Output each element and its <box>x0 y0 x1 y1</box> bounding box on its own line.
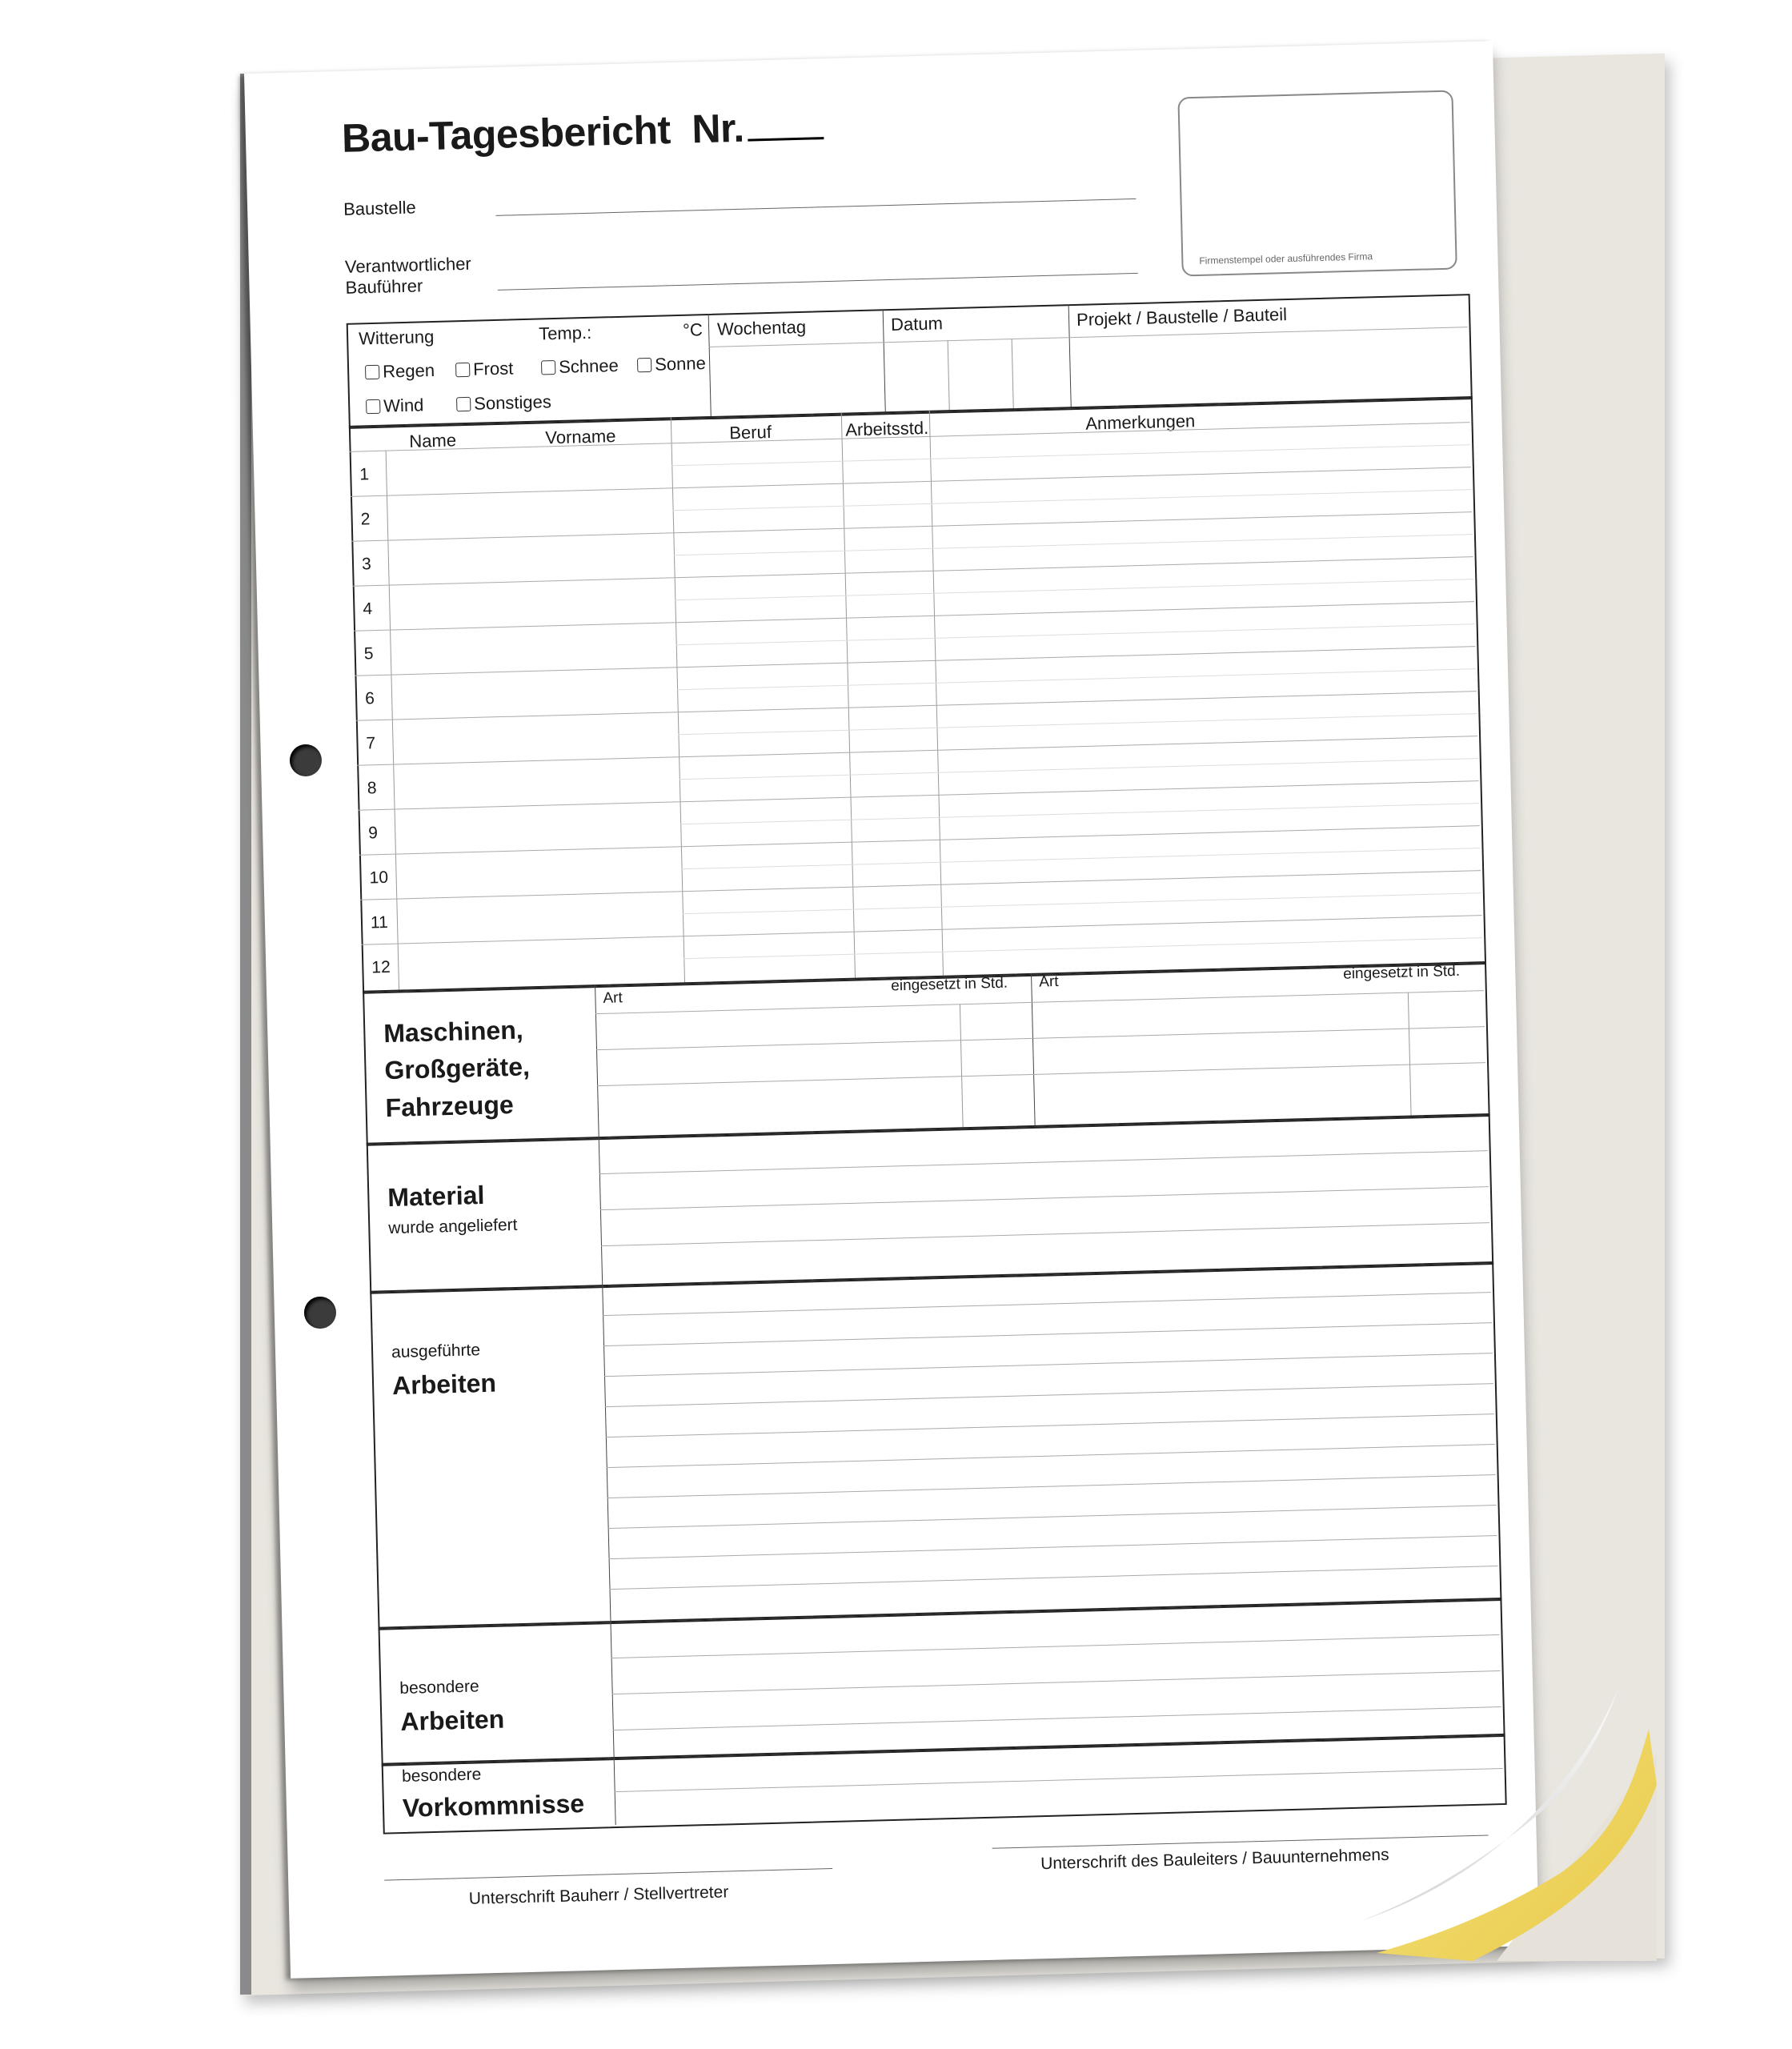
row-number: 7 <box>366 734 376 753</box>
form-sheet <box>244 41 1539 1979</box>
material-sub: wurde angeliefert <box>388 1215 518 1238</box>
checkbox-frost[interactable] <box>455 358 514 380</box>
checkbox-sonstiges[interactable] <box>456 391 551 415</box>
checkbox-regen[interactable] <box>365 360 435 383</box>
maschinen-label <box>383 1011 531 1126</box>
datum-label: Datum <box>890 313 944 335</box>
col-anmerkungen: Anmerkungen <box>1084 411 1196 434</box>
row-number: 9 <box>367 824 379 843</box>
checkbox-label: Frost <box>472 358 514 379</box>
row-number: 2 <box>360 510 371 529</box>
signature-line-right[interactable] <box>992 1835 1489 1849</box>
nr-label: Nr. <box>691 105 745 152</box>
verantwortlicher-field[interactable] <box>498 273 1138 291</box>
row-number: 10 <box>369 868 389 888</box>
col-arbeitsstd: Arbeitsstd. <box>844 417 929 440</box>
ausgefuehrte-lines <box>244 41 1493 74</box>
besondere-arbeiten-label: Arbeiten <box>399 1704 505 1737</box>
row-number: 8 <box>367 779 377 798</box>
eingesetzt-label-2: eingesetzt in Std. <box>1342 962 1461 983</box>
baufuehrer-label: Bauführer <box>345 275 423 298</box>
col-vorname: Vorname <box>545 426 616 448</box>
maschinen-label-1: Maschinen, <box>383 1015 524 1049</box>
vorkommnisse-label: Vorkommnisse <box>402 1789 585 1823</box>
row-number: 12 <box>371 957 391 977</box>
row-number: 11 <box>370 912 389 932</box>
checkbox-label: Wind <box>383 395 424 416</box>
stamp-caption: Firmenstempel oder ausführendes Firma <box>1199 251 1373 267</box>
row-number: 1 <box>359 465 370 484</box>
ausgefuehrte-label: Arbeiten <box>391 1368 497 1401</box>
checkbox-wind[interactable] <box>366 395 424 417</box>
checkbox-label: Schnee <box>558 355 619 377</box>
ausgefuehrte-sub: ausgeführte <box>391 1341 481 1362</box>
punch-hole-top <box>290 744 322 776</box>
maschinen-label-3: Fahrzeuge <box>385 1089 515 1122</box>
row-number: 6 <box>364 689 375 708</box>
checkbox-sonne[interactable] <box>637 353 706 375</box>
punch-hole-bottom <box>304 1297 336 1329</box>
wochentag-label: Wochentag <box>716 316 807 339</box>
nr-field[interactable] <box>747 110 824 141</box>
pad-edge <box>240 74 251 1995</box>
witterung-label: Witterung <box>358 326 435 349</box>
signature-right-label: Unterschrift des Bauleiters / Bauunternehmens <box>1040 1845 1389 1874</box>
row-number: 3 <box>361 555 372 574</box>
col-name: Name <box>409 430 457 451</box>
form-title <box>341 102 824 162</box>
besondere-arbeiten-sub: besondere <box>399 1677 479 1698</box>
signature-line-left[interactable] <box>384 1868 832 1881</box>
material-label: Material <box>387 1180 485 1213</box>
form-title-text: Bau-Tagesbericht <box>341 107 671 161</box>
checkbox-schnee[interactable] <box>541 355 619 379</box>
art-label-2: Art <box>1039 973 1059 991</box>
baustelle-field[interactable] <box>495 198 1136 216</box>
ausgefuehrte-box <box>370 1261 1501 1630</box>
maschinen-label-2: Großgeräte, <box>384 1052 531 1085</box>
eingesetzt-label-1: eingesetzt in Std. <box>891 974 1008 995</box>
vorkommnisse-sub: besondere <box>401 1765 482 1786</box>
col-beruf: Beruf <box>728 422 772 443</box>
signature-left-label: Unterschrift Bauherr / Stellvertreter <box>468 1883 729 1908</box>
art-label-1: Art <box>603 989 623 1007</box>
projekt-label: Projekt / Baustelle / Bauteil <box>1076 304 1288 330</box>
row-number: 4 <box>363 599 373 619</box>
checkbox-label: Regen <box>382 359 435 382</box>
checkbox-label: Sonne <box>654 353 707 375</box>
temp-label: Temp.: <box>538 322 592 344</box>
baustelle-label: Baustelle <box>343 197 417 219</box>
temp-unit: °C <box>682 319 704 340</box>
checkbox-label: Sonstiges <box>473 391 552 414</box>
verantwortlicher-label: Verantwortlicher <box>344 253 472 277</box>
company-stamp-box <box>1177 90 1457 276</box>
row-number: 5 <box>363 644 374 664</box>
